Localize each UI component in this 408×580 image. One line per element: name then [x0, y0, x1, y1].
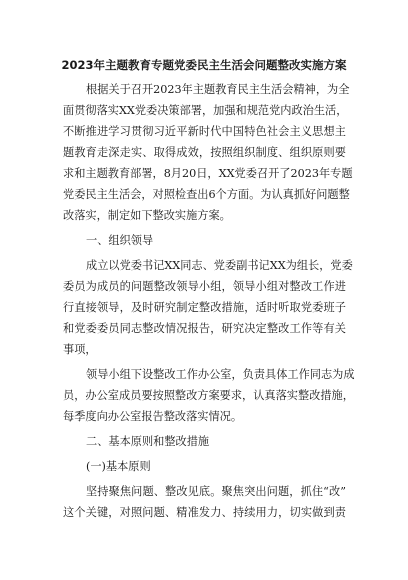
paragraph-line: 这个关键，对照问题、精准发力、持续用力，切实做到责	[63, 506, 346, 519]
paragraph-line: 面贯彻落实XX党委决策部署，加强和规范党内政治生活，	[63, 104, 348, 117]
paragraph-line: 题教育走深走实、取得成效，按照组织制度、组织原则要	[63, 146, 346, 159]
section-heading: 二、基本原则和整改措施	[86, 435, 210, 448]
paragraph-line: 不断推进学习贯彻习近平新时代中国特色社会主义思想主	[63, 125, 346, 138]
paragraph-line: 改落实，制定如下整改实施方案。	[63, 209, 231, 222]
paragraph-line: 成立以党委书记XX同志、党委副书记XX为组长，党委	[86, 259, 353, 272]
paragraph-line: 委员为成员的问题整改领导小组，领导小组对整改工作进	[63, 280, 346, 293]
paragraph-line: 事项，	[63, 343, 97, 356]
paragraph-line: 领导小组下设整改工作办公室，负责具体工作同志为成	[86, 368, 355, 381]
paragraph-line: 坚持聚焦问题、整改见底。聚焦突出问题，抓住“改”	[86, 485, 346, 498]
paragraph-line: 行直接领导，及时研究制定整改措施，适时听取党委班子	[63, 301, 346, 314]
section-heading: 一、组织领导	[86, 234, 154, 247]
subsection-heading: (一)基本原则	[86, 460, 151, 473]
paragraph-line: 求和主题教育部署，8月20日，XX党委召开了2023年专题	[63, 167, 353, 180]
paragraph-line: 每季度向办公室报告整改落实情况。	[63, 410, 243, 423]
paragraph-line: 和党委委员同志整改情况报告，研究决定整改工作等有关	[63, 322, 346, 335]
paragraph-line: 根据关于召开2023年主题教育民主生活会精神，为全	[86, 83, 350, 96]
document-title: 2023年主题教育专题党委民主生活会问题整改实施方案	[61, 58, 347, 72]
paragraph-line: 党委民主生活会，对照检查出6个方面。为认真抓好问题整	[63, 188, 350, 201]
paragraph-line: 员，办公室成员要按照整改方案要求，认真落实整改措施，	[63, 389, 354, 402]
